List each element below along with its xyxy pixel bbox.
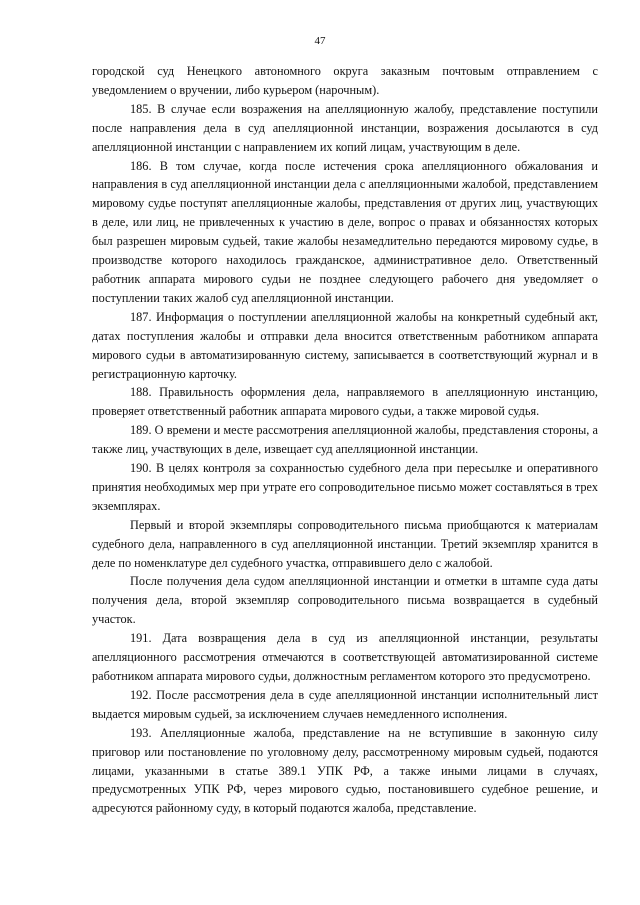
paragraph-192: 192. После рассмотрения дела в суде апелляционной инстанции исполнительный лист выдается мировым судьей, за исключением случаев немедленного исполнения.: [92, 687, 598, 721]
page-number: 47: [314, 35, 326, 47]
paragraph-188: 188. Правильность оформления дела, направляемого в апелляционную инстанцию, проверяет ответственный работник аппарата мирового судьи, а также мировой судья.: [92, 385, 598, 419]
paragraph-190-return: После получения дела судом апелляционной инстанции и отметки в штампе суда даты получения дела, второй экземпляр сопроводительного письма возвращается в судебный участок.: [92, 574, 598, 627]
paragraph-187: 187. Информация о поступлении апелляционной жалобы на конкретный судебный акт, датах поступления жалобы и отправки дела вносится ответственным работником аппарата мирового судьи в автоматизированную систему, записывается в соответствующий журнал и в регистрационную карточку.: [92, 309, 598, 381]
paragraph-186: 186. В том случае, когда после истечения срока апелляционного обжалования и направления в суд апелляционной инстанции дела с апелляционными жалобой, представлением мировому судье поступят апелляционные жалобы, представления от других лиц, участвующих в деле, или лиц, не привлеченных к участию в деле, вопрос о правах и обязанностях которых был разрешен мировым судьей, такие жалобы незамедлительно передаются мировому судье, в производстве которого находилось гражданское, административное дело. Ответственный работник аппарата мирового судьи не позднее следующего рабочего дня уведомляет о поступлении таких жалоб суд апелляционной инстанции.: [92, 158, 598, 305]
paragraph-continuation: городской суд Ненецкого автономного округа заказным почтовым отправлением с уведомлением о вручении, либо курьером (нарочным).: [92, 64, 598, 97]
paragraph-190: 190. В целях контроля за сохранностью судебного дела при пересылке и оперативного принятия необходимых мер при утрате его сопроводительное письмо может составляться в трех экземплярах.: [92, 461, 598, 513]
paragraph-189: 189. О времени и месте рассмотрения апелляционной жалобы, представления стороны, а также лиц, участвующих в деле, извещает суд апелляционной инстанции.: [92, 423, 598, 457]
paragraph-190-copies: Первый и второй экземпляры сопроводительного письма приобщаются к материалам судебного дела, направленного в суд апелляционной инстанции. Третий экземпляр хранится в деле по номенклатуре дел судебного участка, отправившего дело с жалобой.: [92, 517, 598, 570]
paragraph-193: 193. Апелляционные жалоба, представление на не вступившие в законную силу приговор или постановление по уголовному делу, рассмотренному мировым судьей, подаются лицами, указанными в статье 389.1 УПК РФ, а также иными лицами в случаях, предусмотренных УПК РФ, через мирового судью, постановившего судебное решение, и адресуются районному суду, в который подаются жалоба, представление.: [92, 725, 598, 816]
paragraph-191: 191. Дата возвращения дела в суд из апелляционной инстанции, результаты апелляционного рассмотрения отмечаются в соответствующей автоматизированной системе работником аппарата мирового судьи, должностным регламентом которого это предусмотрено.: [92, 631, 598, 683]
document-body: [92, 62, 598, 818]
paragraph-185: 185. В случае если возражения на апелляционную жалобу, представление поступили после направления дела в суд апелляционной инстанции, возражения досылаются в суд апелляционной инстанции с направлением их копий лицам, участвующим в деле.: [92, 101, 598, 154]
